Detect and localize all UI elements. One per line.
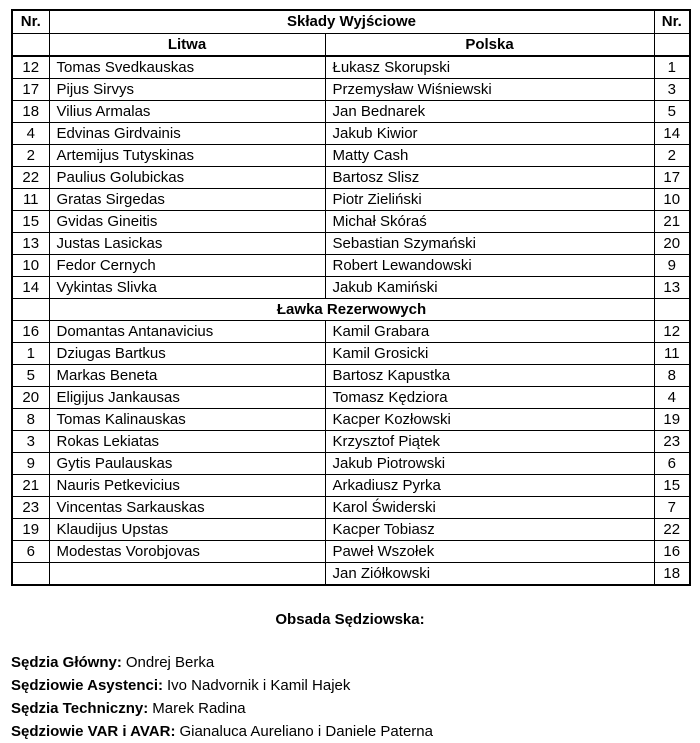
player-name-right: Krzysztof Piątek [325, 431, 654, 453]
nr-header-right: Nr. [654, 10, 690, 34]
player-number-left: 18 [12, 101, 49, 123]
player-name-left: Gytis Paulauskas [49, 453, 325, 475]
player-name-right: Robert Lewandowski [325, 255, 654, 277]
player-number-right: 22 [654, 519, 690, 541]
player-number-right: 13 [654, 277, 690, 299]
player-name-right: Piotr Zieliński [325, 189, 654, 211]
player-name-left: Artemijus Tutyskinas [49, 145, 325, 167]
player-number-left: 13 [12, 233, 49, 255]
player-number-left: 3 [12, 431, 49, 453]
player-row [12, 101, 690, 123]
player-number-left: 11 [12, 189, 49, 211]
player-name-left: Klaudijus Upstas [49, 519, 325, 541]
referee-names: Marek Radina [152, 700, 246, 717]
referee-names: Ivo Nadvornik i Kamil Hajek [167, 677, 351, 694]
player-row [12, 255, 690, 277]
player-name-left: Gvidas Gineitis [49, 211, 325, 233]
player-name-left: Vykintas Slivka [49, 277, 325, 299]
player-row [12, 475, 690, 497]
table-title: Składy Wyjściowe [49, 10, 654, 34]
player-number-right: 14 [654, 123, 690, 145]
player-row [12, 233, 690, 255]
player-name-right: Arkadiusz Pyrka [325, 475, 654, 497]
player-number-right: 16 [654, 541, 690, 563]
player-name-left: Modestas Vorobjovas [49, 541, 325, 563]
referee-names: Gianaluca Aureliano i Daniele Paterna [179, 723, 433, 740]
referees-block [11, 651, 690, 743]
starters-rows [12, 56, 690, 299]
player-number-right: 23 [654, 431, 690, 453]
player-name-right: Tomasz Kędziora [325, 387, 654, 409]
player-number-left: 8 [12, 409, 49, 431]
player-name-right: Jakub Piotrowski [325, 453, 654, 475]
player-row [12, 167, 690, 189]
player-name-right: Kamil Grabara [325, 321, 654, 343]
player-name-left: Gratas Sirgedas [49, 189, 325, 211]
referee-role-label: Sędziowie VAR i AVAR: [11, 723, 176, 740]
player-row [12, 211, 690, 233]
player-number-left: 22 [12, 167, 49, 189]
player-row [12, 409, 690, 431]
player-row [12, 497, 690, 519]
player-number-right: 7 [654, 497, 690, 519]
player-name-right: Łukasz Skorupski [325, 56, 654, 79]
player-number-left: 10 [12, 255, 49, 277]
player-row [12, 321, 690, 343]
player-row [12, 145, 690, 167]
player-name-right: Przemysław Wiśniewski [325, 79, 654, 101]
player-name-right: Jakub Kamiński [325, 277, 654, 299]
player-name-left: Nauris Petkevicius [49, 475, 325, 497]
player-name-left: Dziugas Bartkus [49, 343, 325, 365]
player-number-right: 6 [654, 453, 690, 475]
player-number-right: 15 [654, 475, 690, 497]
player-name-left: Fedor Cernych [49, 255, 325, 277]
player-number-left: 21 [12, 475, 49, 497]
player-name-right: Paweł Wszołek [325, 541, 654, 563]
player-number-left: 2 [12, 145, 49, 167]
player-number-left: 5 [12, 365, 49, 387]
player-number-left: 15 [12, 211, 49, 233]
player-name-left [49, 563, 325, 586]
player-name-right: Kacper Kozłowski [325, 409, 654, 431]
player-name-left: Vilius Armalas [49, 101, 325, 123]
player-number-right: 18 [654, 563, 690, 586]
bench-rows [12, 321, 690, 586]
player-row [12, 453, 690, 475]
referee-role-label: Sędzia Techniczny: [11, 700, 149, 717]
player-row [12, 79, 690, 101]
empty-cell [12, 34, 49, 57]
player-number-left: 14 [12, 277, 49, 299]
player-row [12, 343, 690, 365]
player-row [12, 365, 690, 387]
player-number-right: 5 [654, 101, 690, 123]
player-number-left: 19 [12, 519, 49, 541]
player-name-left: Rokas Lekiatas [49, 431, 325, 453]
player-name-right: Sebastian Szymański [325, 233, 654, 255]
player-name-left: Tomas Kalinauskas [49, 409, 325, 431]
player-name-right: Bartosz Slisz [325, 167, 654, 189]
referee-line-fourth-official [11, 697, 690, 720]
lineups-table [11, 9, 691, 586]
player-name-left: Pijus Sirvys [49, 79, 325, 101]
player-name-right: Jan Ziółkowski [325, 563, 654, 586]
player-row [12, 56, 690, 79]
player-number-right: 12 [654, 321, 690, 343]
empty-cell [654, 299, 690, 321]
referee-role-label: Sędzia Główny: [11, 654, 122, 671]
referee-line-var [11, 720, 690, 743]
referees-title: Obsada Sędziowska: [275, 611, 425, 628]
player-name-right: Jan Bednarek [325, 101, 654, 123]
referee-line-assistants [11, 674, 690, 697]
empty-cell [12, 299, 49, 321]
nr-header-left: Nr. [12, 10, 49, 34]
player-row [12, 519, 690, 541]
player-row [12, 431, 690, 453]
empty-cell [654, 34, 690, 57]
player-number-right: 3 [654, 79, 690, 101]
player-name-left: Domantas Antanavicius [49, 321, 325, 343]
player-number-right: 20 [654, 233, 690, 255]
player-name-right: Michał Skóraś [325, 211, 654, 233]
player-name-left: Markas Beneta [49, 365, 325, 387]
player-name-right: Matty Cash [325, 145, 654, 167]
player-name-right: Bartosz Kapustka [325, 365, 654, 387]
bench-section [12, 299, 690, 321]
player-number-right: 17 [654, 167, 690, 189]
player-name-right: Jakub Kiwior [325, 123, 654, 145]
player-name-left: Eligijus Jankausas [49, 387, 325, 409]
player-number-right: 21 [654, 211, 690, 233]
player-name-right: Kamil Grosicki [325, 343, 654, 365]
player-row [12, 123, 690, 145]
player-name-right: Kacper Tobiasz [325, 519, 654, 541]
player-number-right: 11 [654, 343, 690, 365]
table-title-row [12, 10, 690, 34]
player-name-left: Vincentas Sarkauskas [49, 497, 325, 519]
player-number-left: 17 [12, 79, 49, 101]
team-right-header: Polska [325, 34, 654, 57]
player-number-right: 2 [654, 145, 690, 167]
bench-section-row [12, 299, 690, 321]
player-row [12, 189, 690, 211]
player-number-right: 4 [654, 387, 690, 409]
player-number-left: 1 [12, 343, 49, 365]
player-row [12, 277, 690, 299]
player-number-left: 6 [12, 541, 49, 563]
referee-role-label: Sędziowie Asystenci: [11, 677, 163, 694]
player-row [12, 563, 690, 586]
bench-section-title: Ławka Rezerwowych [49, 299, 654, 321]
player-name-left: Justas Lasickas [49, 233, 325, 255]
player-number-left: 16 [12, 321, 49, 343]
player-number-left [12, 563, 49, 586]
player-name-left: Paulius Golubickas [49, 167, 325, 189]
player-number-left: 4 [12, 123, 49, 145]
referee-names: Ondrej Berka [125, 654, 215, 671]
player-row [12, 541, 690, 563]
player-number-left: 23 [12, 497, 49, 519]
player-name-left: Tomas Svedkauskas [49, 56, 325, 79]
player-number-right: 8 [654, 365, 690, 387]
player-name-left: Edvinas Girdvainis [49, 123, 325, 145]
team-left-header: Litwa [49, 34, 325, 57]
player-number-left: 9 [12, 453, 49, 475]
referee-line-main [11, 651, 690, 674]
player-number-right: 10 [654, 189, 690, 211]
player-row [12, 387, 690, 409]
player-number-left: 12 [12, 56, 49, 79]
player-name-right: Karol Świderski [325, 497, 654, 519]
team-names-row [12, 34, 690, 57]
player-number-right: 19 [654, 409, 690, 431]
player-number-right: 1 [654, 56, 690, 79]
player-number-right: 9 [654, 255, 690, 277]
player-number-left: 20 [12, 387, 49, 409]
